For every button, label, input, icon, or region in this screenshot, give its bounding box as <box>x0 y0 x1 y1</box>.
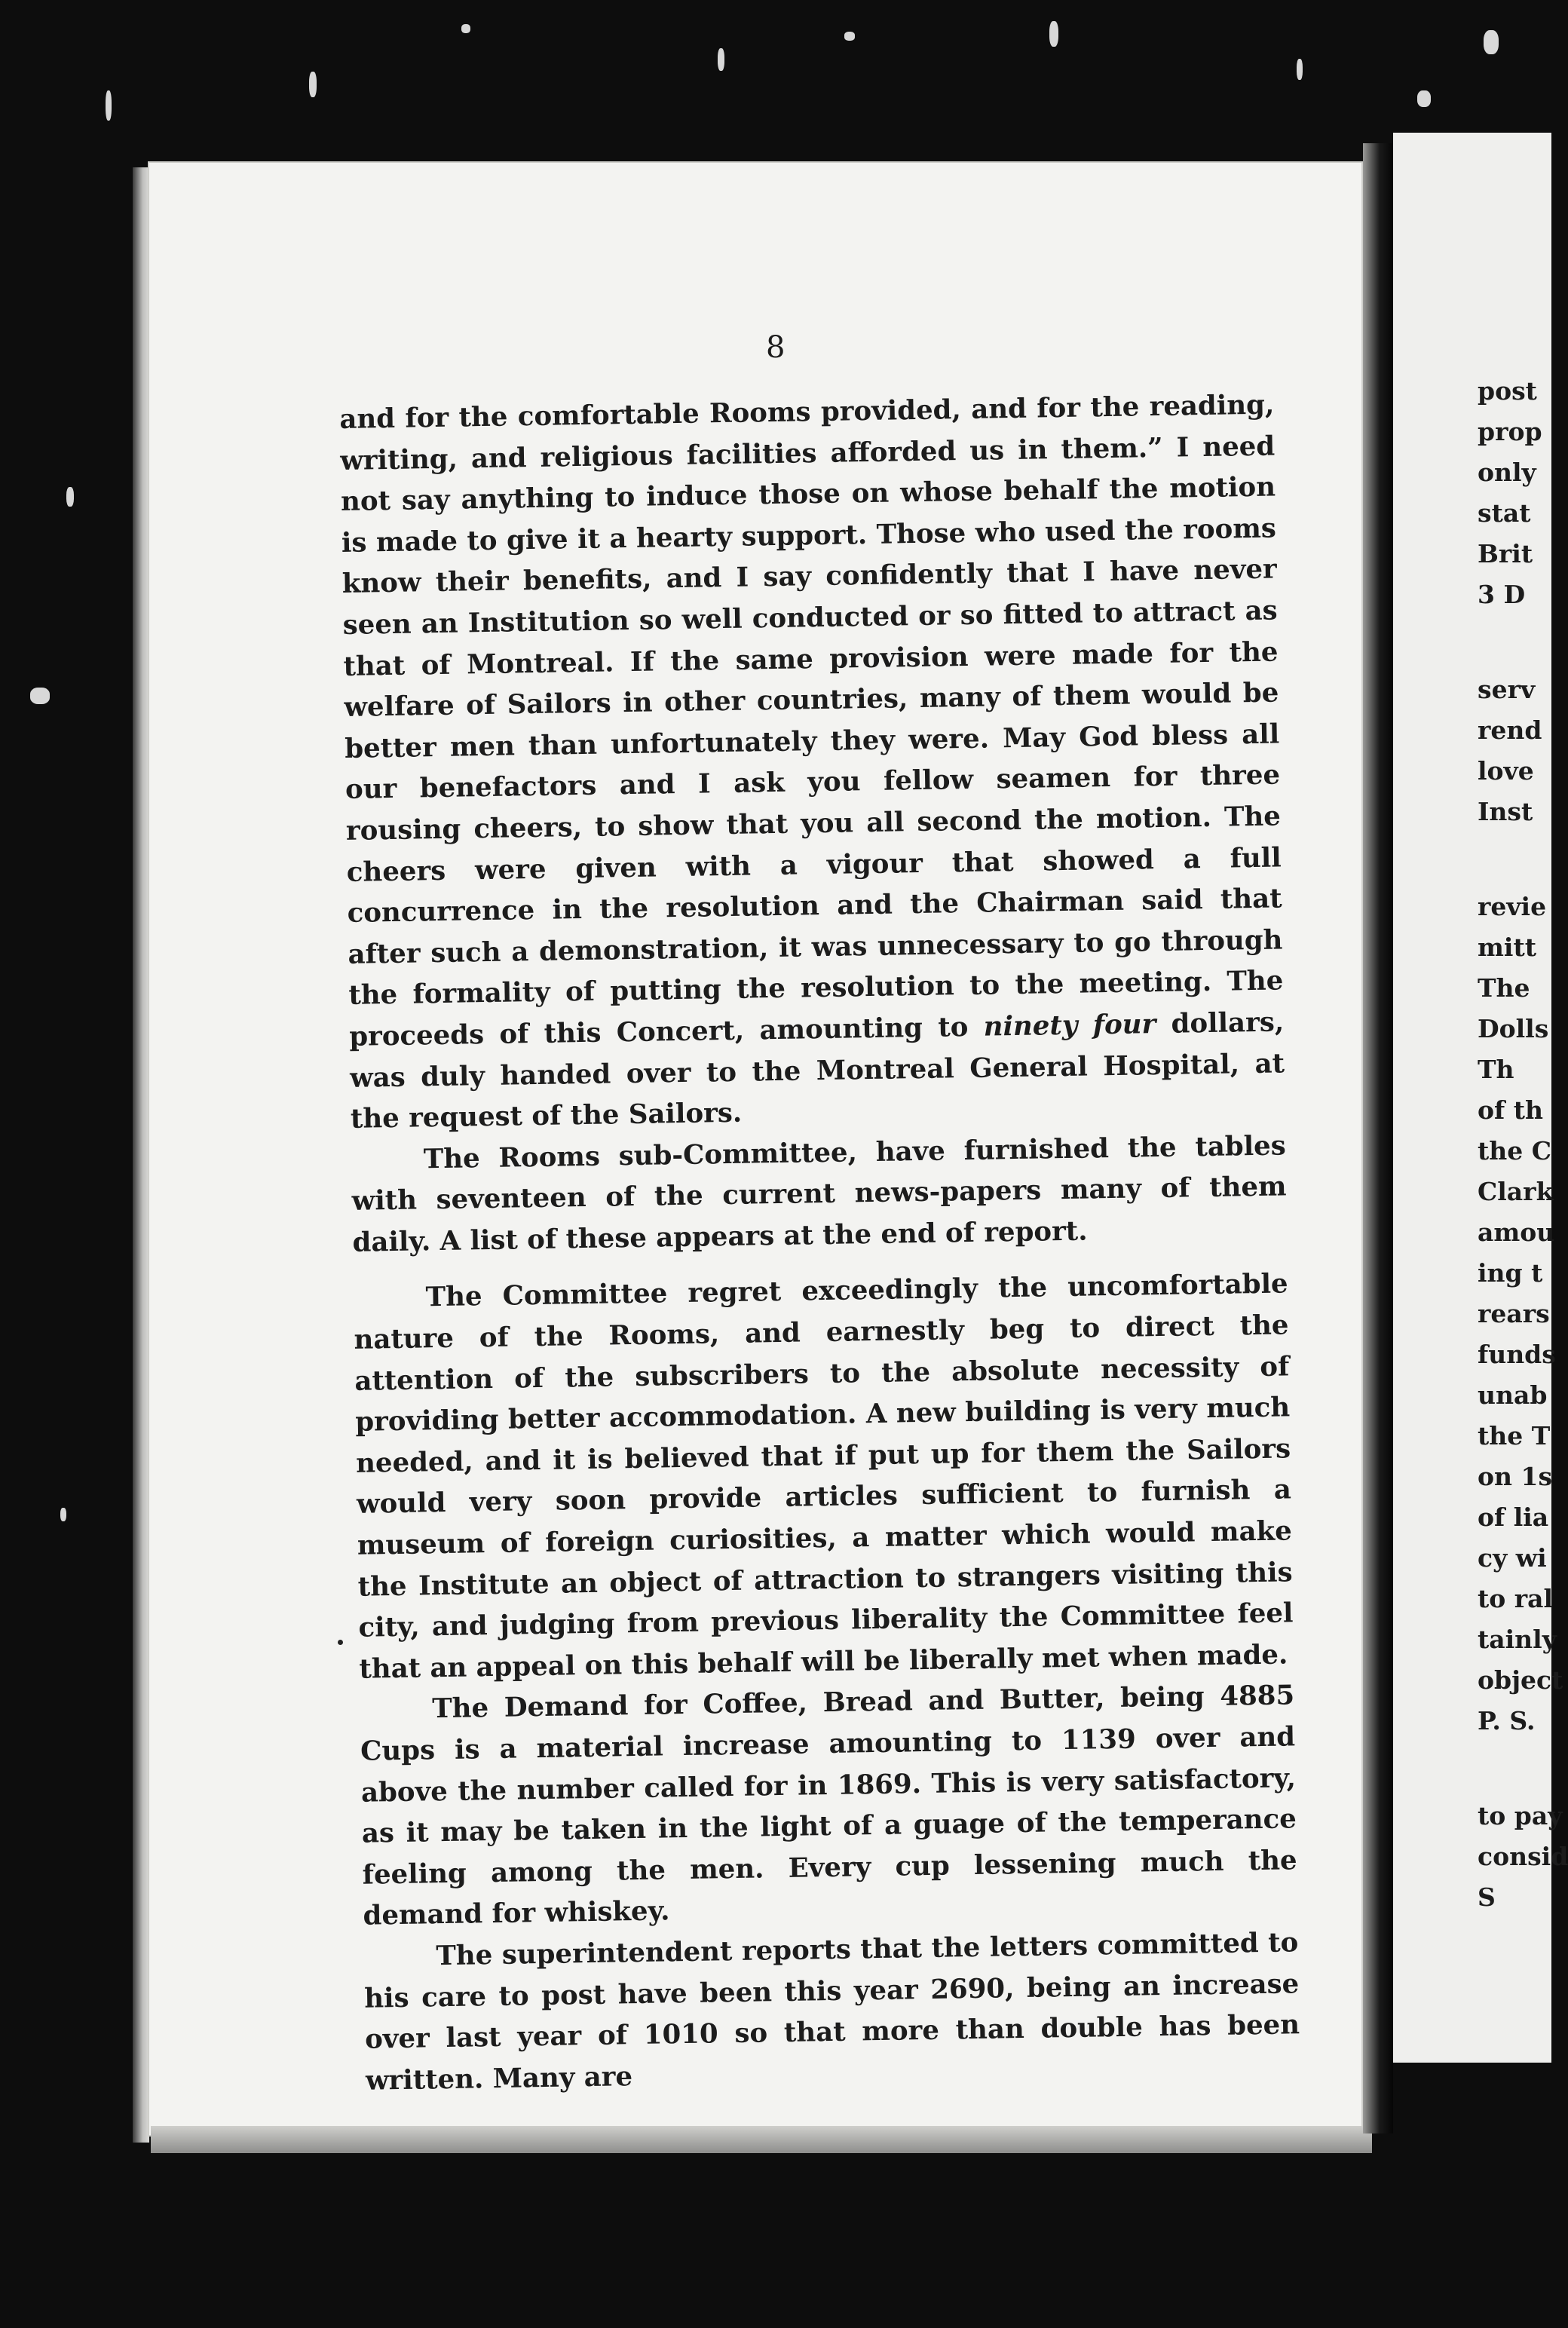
facing-page-line: unab <box>1478 1380 1548 1410</box>
facing-page-line <box>1478 1741 1544 1796</box>
ink-dot <box>338 1640 343 1645</box>
paragraph <box>363 1922 1300 2102</box>
facing-page-line: funds <box>1478 1340 1556 1369</box>
facing-page-line: Brit <box>1478 539 1533 568</box>
paragraph <box>360 1676 1298 1937</box>
facing-page-line: Dolls <box>1478 1014 1549 1043</box>
text-segment: and for the comfortable Rooms provided, and for the reading, writing, and religious facilities afforded us in them.” I need not say anything to induce those on whose behalf the motion is made to give it a hearty support. Those who used the rooms know their benefits, and I say confidently that I have never seen an Institution so well conducted or so fitted to attract as that of Montreal. If the same provision were made for the welfare of Sailors in other countries, many of them would be better men than unfortunately they were. May God bless all our benefactors and I ask you fellow seamen for three rousing cheers, to show that you all second the motion. The cheers were given with a vigour that showed a full concurrence in the resolution and the Chairman said that after such a demonstration, it was unnecessary to go through the formality of putting the resolution to the meeting. The proceeds of this Concert, amounting to <box>339 389 1284 1052</box>
facing-page-line: the C <box>1478 1136 1551 1166</box>
facing-page-line: object <box>1478 1665 1563 1695</box>
book-gutter <box>1363 143 1393 2133</box>
facing-page-line: mitt <box>1478 933 1536 962</box>
facing-page-line: to pay <box>1478 1801 1563 1830</box>
facing-page-line: consid <box>1478 1842 1568 1871</box>
facing-page-line: on 1s <box>1478 1462 1553 1491</box>
facing-page-line: revie <box>1478 892 1547 921</box>
facing-page-line: prop <box>1478 417 1542 446</box>
facing-page-line: the T <box>1478 1421 1551 1450</box>
text-segment: The Rooms sub-Committee, have furnished the tables with seventeen of the current news-papers many of them daily. A list of these appears at the end of report. <box>351 1130 1287 1258</box>
facing-page-line: rears <box>1478 1299 1550 1328</box>
page-edge <box>133 167 149 2143</box>
facing-page-line <box>1478 615 1544 669</box>
facing-page-line: S <box>1478 1882 1496 1912</box>
text-segment: The superintendent reports that the letters committed to his care to post have been this year 2690, being an increase over last year of 1010 so that more than double has been written. Many are <box>363 1927 1300 2097</box>
facing-page-line: P. S. <box>1478 1706 1536 1735</box>
facing-page-line: The <box>1478 973 1530 1003</box>
italic-text: ninety four <box>983 1008 1156 1043</box>
text-segment: The Demand for Coffee, Bread and Butter, being 4885 Cups is a material increase amounting to 1139 over and above the number called for in 1869. This is very satisfactory, as it may be taken in the light of a guage of the temperance feeling among the men. Every cup lessening much the demand for whiskey. <box>360 1680 1297 1932</box>
text-segment: The Committee regret exceedingly the uncomfortable nature of the Rooms, and earnestly beg to direct the attention of the subscribers to the absolute necessity of providing better accommodation. A new building is very much needed, and it is believed that if put up for them the Sailors would very soon provide articles sufficient to furnish a museum of foreign curiosities, a matter which would make the Institute an object of attraction to strangers visiting this city, and judging from previous liberality the Committee feel that an appeal on this behalf will be liberally met when made. <box>354 1268 1294 1685</box>
paragraph <box>339 385 1285 1141</box>
facing-page-line: amou <box>1478 1218 1555 1247</box>
text-segment: dollars, was duly handed over to the Montreal General Hospital, at the request of the Sailors. <box>349 1006 1285 1135</box>
facing-page-line: 3 D <box>1478 580 1526 609</box>
facing-page-line: ing t <box>1478 1258 1543 1288</box>
facing-page-line: of th <box>1478 1095 1543 1125</box>
paragraph <box>351 1126 1287 1264</box>
facing-page-line <box>1478 832 1544 887</box>
facing-page-line: tainly <box>1478 1625 1557 1654</box>
facing-page-line: to ral <box>1478 1584 1554 1613</box>
facing-page-line: rend <box>1478 715 1542 745</box>
facing-page-line: of lia <box>1478 1502 1549 1532</box>
facing-page-line: post <box>1478 376 1537 406</box>
facing-page-line: only <box>1478 458 1536 487</box>
facing-page-line: Th <box>1478 1055 1514 1084</box>
facing-page-line: stat <box>1478 498 1531 528</box>
facing-page-line: love <box>1478 756 1534 786</box>
facing-page-line: Clark <box>1478 1177 1554 1206</box>
facing-page-line: Inst <box>1478 797 1533 826</box>
page-number: 8 <box>766 330 786 365</box>
page-bottom-edge <box>151 2126 1372 2153</box>
facing-page-line: cy wi <box>1478 1543 1547 1573</box>
paragraph <box>353 1264 1294 1690</box>
facing-page-text <box>1478 371 1568 1918</box>
page-body-text <box>339 385 1300 2103</box>
facing-page-line: serv <box>1478 675 1536 704</box>
